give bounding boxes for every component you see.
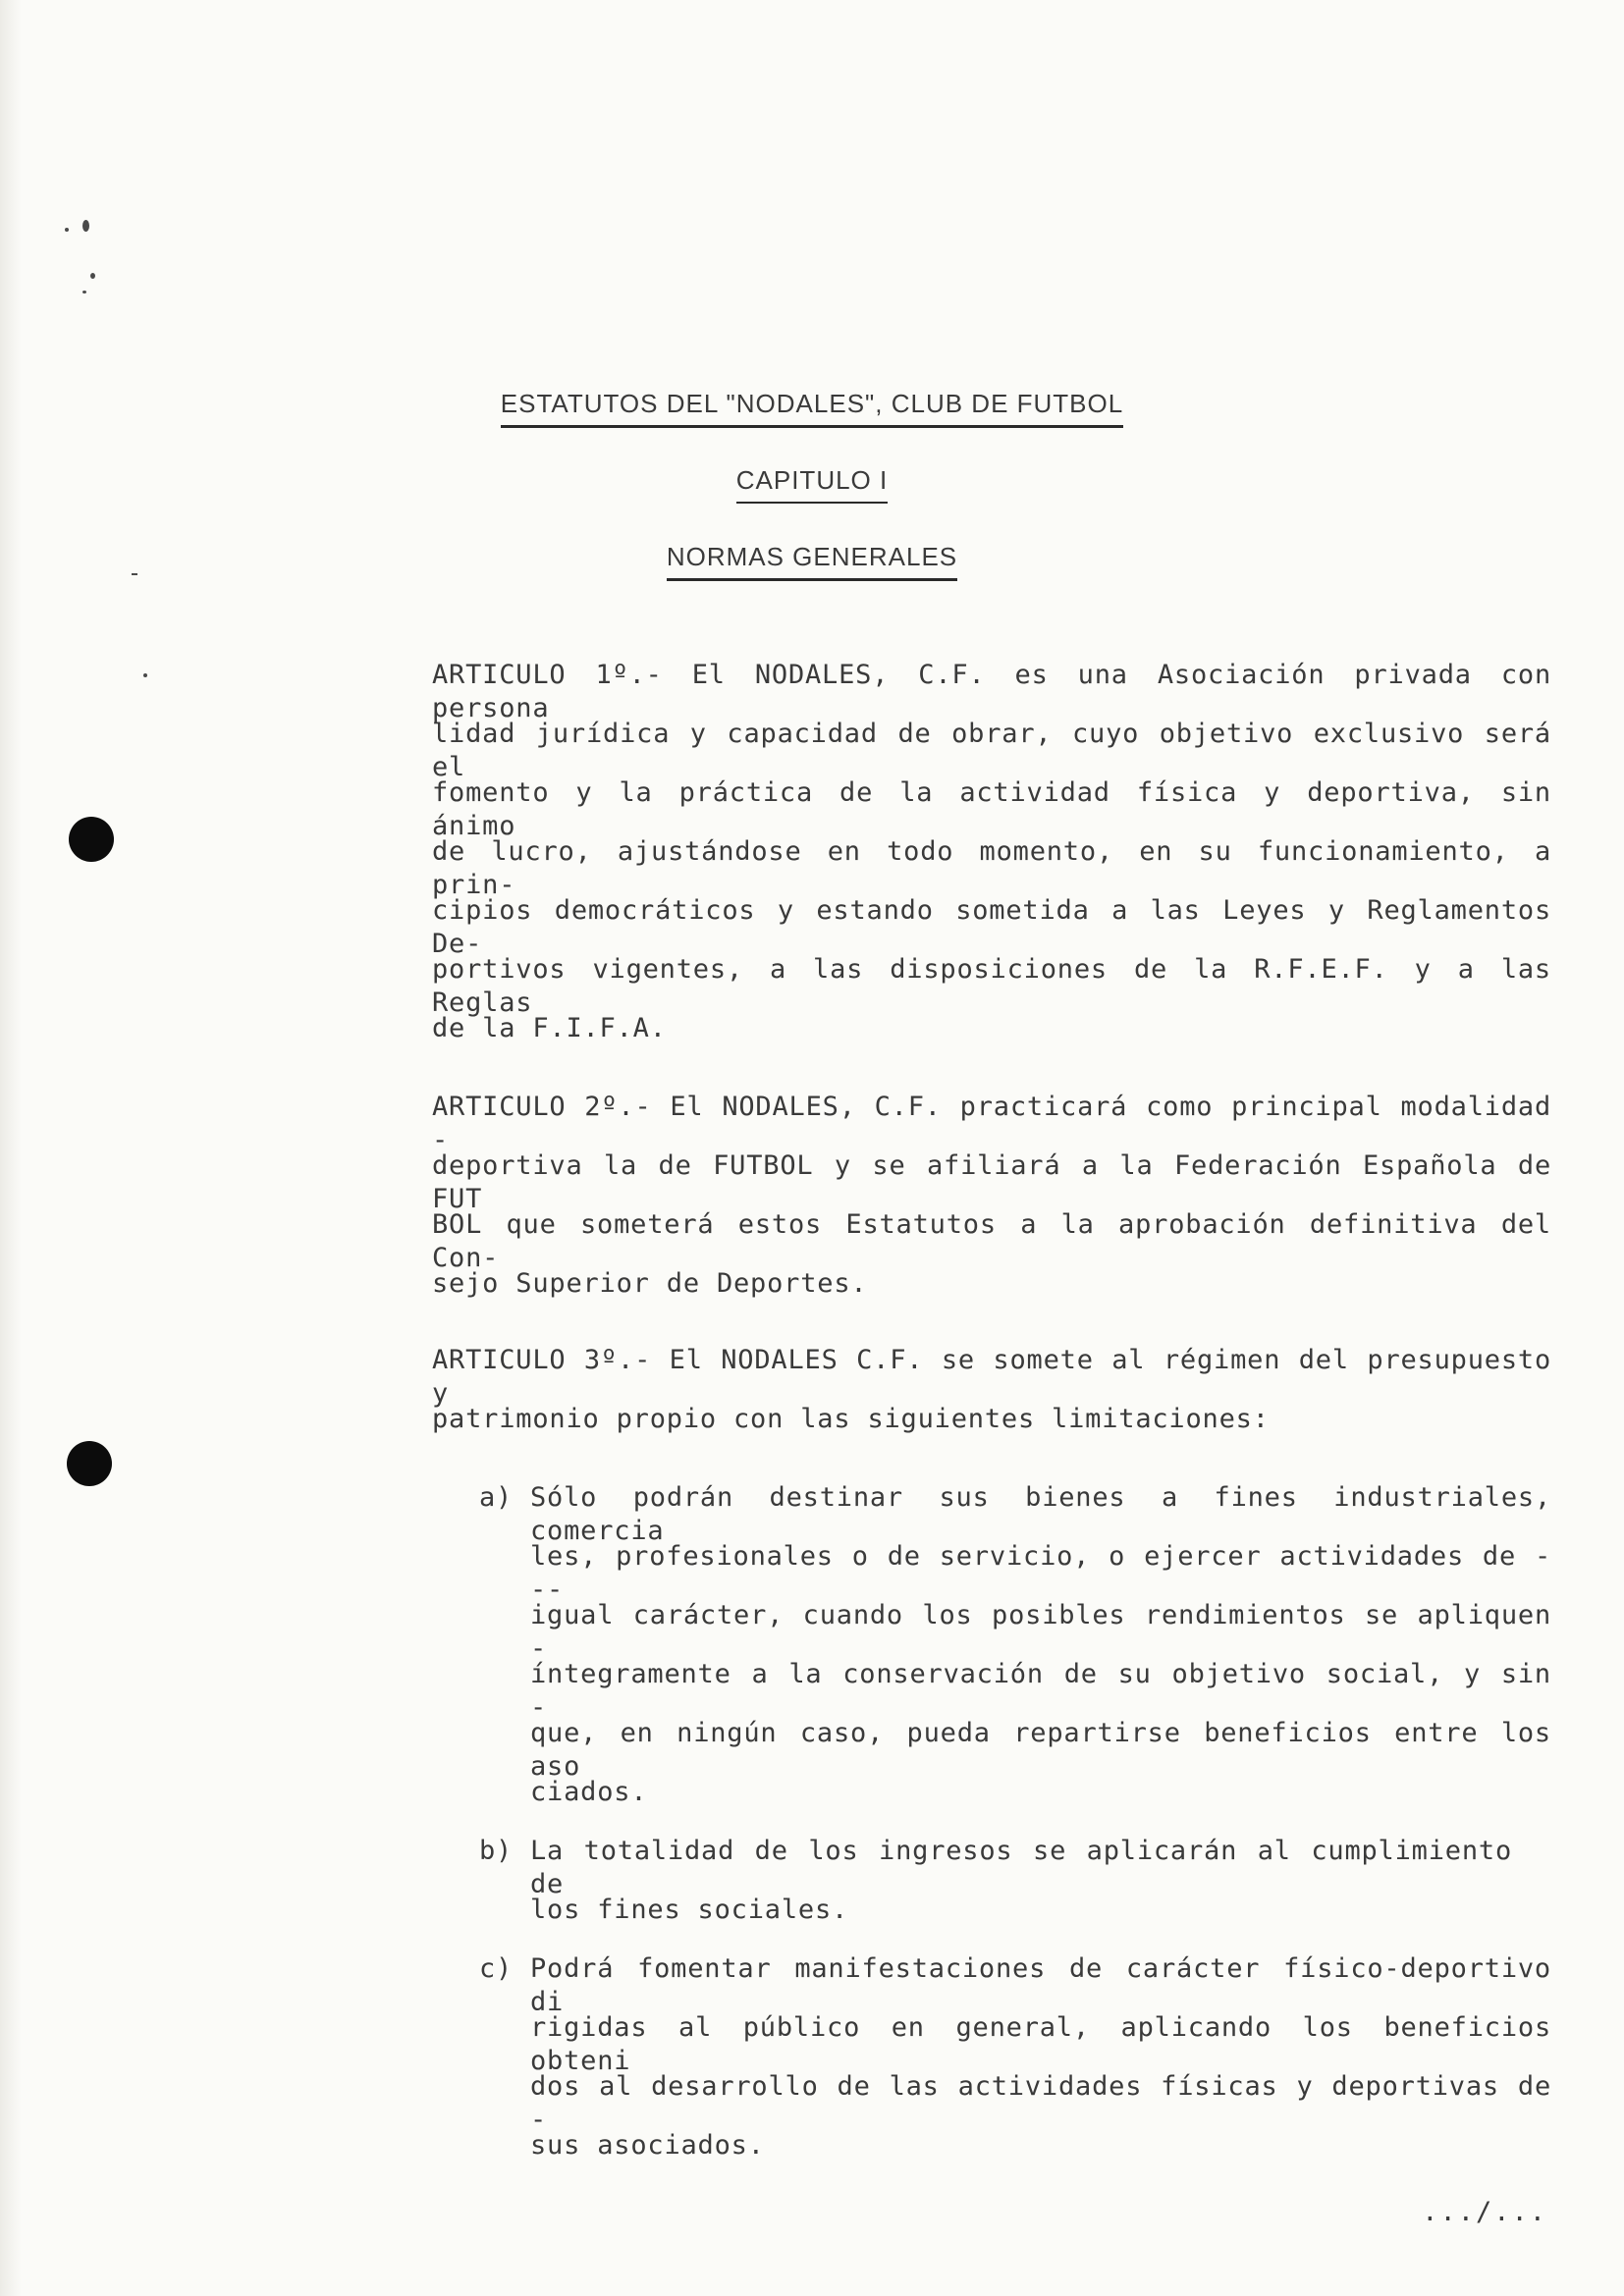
scan-speck	[82, 220, 89, 232]
item-a-line: les, profesionales o de servicio, o ejercer actividades de ---	[530, 1541, 1551, 1605]
item-a-line: que, en ningún caso, pueda repartirse beneficios entre los aso	[530, 1718, 1551, 1782]
chapter-heading	[0, 465, 1624, 504]
article-1-line: fomento y la práctica de la actividad física y deportiva, sin ánimo	[432, 777, 1551, 841]
scan-speck	[82, 291, 86, 294]
document-title	[0, 389, 1624, 428]
item-a-line: íntegramente a la conservación de su objetivo social, y sin -	[530, 1659, 1551, 1723]
item-c-line: sus asociados.	[530, 2130, 765, 2161]
item-c-line: dos al desarrollo de las actividades físicas y deportivas de -	[530, 2071, 1551, 2135]
punch-hole	[67, 1441, 112, 1486]
article-1-line: cipios democráticos y estando sometida a las Leyes y Reglamentos De-	[432, 895, 1551, 959]
item-a-marker: a)	[479, 1482, 514, 1513]
item-a-line: igual carácter, cuando los posibles rendimientos se apliquen -	[530, 1600, 1551, 1664]
item-c-line: Podrá fomentar manifestaciones de carácter físico-deportivo di	[530, 1953, 1551, 2017]
punch-hole	[69, 817, 114, 862]
item-a-line: Sólo podrán destinar sus bienes a fines industriales, comercia	[530, 1482, 1551, 1546]
item-c-marker: c)	[479, 1953, 514, 1984]
article-1-line: ARTICULO 1º.- El NODALES, C.F. es una Asociación privada con persona	[432, 660, 1551, 723]
item-b-line: los fines sociales.	[530, 1895, 849, 1925]
article-3-line: patrimonio propio con las siguientes limitaciones:	[432, 1404, 1270, 1434]
section-heading	[0, 542, 1624, 581]
item-b-line: La totalidad de los ingresos se aplicarán al cumplimiento de	[530, 1836, 1512, 1899]
article-3-line: ARTICULO 3º.- El NODALES C.F. se somete al régimen del presupuesto y	[432, 1345, 1551, 1409]
scan-speck	[90, 273, 95, 279]
scan-edge-shadow	[0, 0, 22, 2296]
article-1-line: de lucro, ajustándose en todo momento, en su funcionamiento, a prin-	[432, 836, 1551, 900]
article-2-line: deportiva la de FUTBOL y se afiliará a la Federación Española de FUT	[432, 1150, 1551, 1214]
article-1-line: de la F.I.F.A.	[432, 1013, 667, 1043]
article-2-line: BOL que someterá estos Estatutos a la aprobación definitiva del Con-	[432, 1209, 1551, 1273]
item-c-line: rigidas al público en general, aplicando los beneficios obteni	[530, 2012, 1551, 2076]
item-a-line: ciados.	[530, 1777, 648, 1807]
scan-speck	[65, 228, 69, 232]
chapter-heading-text: CAPITULO I	[736, 465, 888, 504]
article-2-line: ARTICULO 2º.- El NODALES, C.F. practicará como principal modalidad -	[432, 1092, 1551, 1155]
article-1-line: lidad jurídica y capacidad de obrar, cuyo objetivo exclusivo será el	[432, 719, 1551, 782]
article-2-line: sejo Superior de Deportes.	[432, 1268, 868, 1299]
item-b-marker: b)	[479, 1836, 514, 1866]
document-title-text: ESTATUTOS DEL "NODALES", CLUB DE FUTBOL	[501, 389, 1123, 428]
article-1-line: portivos vigentes, a las disposiciones de la R.F.E.F. y a las Reglas	[432, 954, 1551, 1018]
section-heading-text: NORMAS GENERALES	[667, 542, 957, 581]
continuation-mark: .../...	[1422, 2197, 1547, 2227]
scan-speck	[143, 673, 147, 677]
